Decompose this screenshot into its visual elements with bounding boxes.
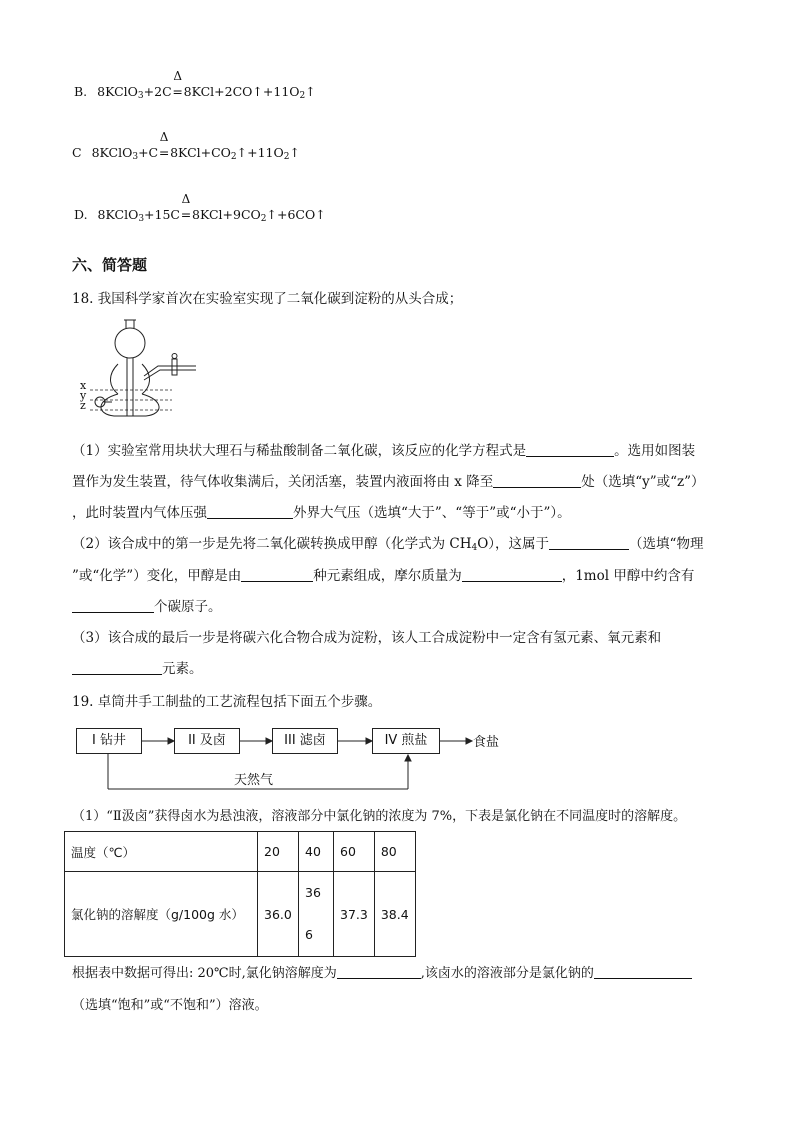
table-header-solubility: 氯化钠的溶解度（g/100g 水） <box>65 872 258 957</box>
text: 置作为发生装置，待气体收集满后，关闭活塞，装置内液面将由 x 降至 <box>72 474 494 490</box>
heat-equals-sign: Δ = <box>158 130 170 160</box>
delivery-tube <box>144 366 196 380</box>
equation-text: 8KClO <box>91 145 133 160</box>
q18-part3-line2 <box>72 654 203 685</box>
text: （选填“饱和”或“不饱和”）溶液。 <box>72 998 268 1013</box>
funnel-neck <box>124 320 136 328</box>
subscript: 3 <box>137 91 144 101</box>
text: （选填“物理 <box>629 536 704 552</box>
option-c <box>72 130 300 162</box>
text: 外界大气压（选填“大于”、“等于”或“小于”）。 <box>293 505 571 521</box>
table-header-temp: 温度（℃） <box>65 832 258 872</box>
text: （3）该合成的最后一步是将碳六化合物合成为淀粉，该人工合成淀粉中一定含有氢元素、氧元素和 <box>72 630 662 646</box>
stopcock <box>172 359 177 375</box>
label-x: x <box>80 379 87 392</box>
text: 。选用如图装 <box>614 443 696 459</box>
q18-part3-line1 <box>72 623 661 654</box>
option-label: D. <box>74 207 88 222</box>
subscript: 2 <box>283 152 290 162</box>
text: 元素。 <box>162 661 203 677</box>
cell-line: 36 <box>305 885 321 900</box>
q18-part2-line2 <box>72 561 694 592</box>
equation-text: ↑+11O <box>236 145 284 160</box>
table-cell: 37.3 <box>334 872 375 957</box>
equation-text: ↑ <box>289 145 300 160</box>
equation-text: 8KCl+9CO <box>192 207 261 222</box>
q18-part2-line1 <box>72 529 703 564</box>
option-b <box>74 69 316 101</box>
flow-branch-label: 天然气 <box>234 773 274 788</box>
flow-step-filter: III 滤卤 <box>272 728 338 754</box>
text: （2）该合成中的第一步是先将二氧化碳转换成甲醇（化学式为 CH <box>72 536 472 552</box>
flow-step-drill: I 钻井 <box>76 728 142 754</box>
bottom-bulb <box>101 394 159 416</box>
equation-text: ↑ <box>305 84 316 99</box>
q18-part2-line3 <box>72 592 222 623</box>
subscript: 4 <box>471 543 478 553</box>
answer-blank[interactable] <box>493 473 581 488</box>
text: 处（选填“y”或“z”） <box>581 474 705 490</box>
table-row <box>65 832 416 872</box>
flow-output: 食盐 <box>473 735 500 750</box>
equation-text: 8KCl+CO <box>170 145 231 160</box>
text: ”或“化学”）变化，甲醇是由 <box>72 568 242 584</box>
q19-part1: （1）“Ⅱ汲卤”获得卤水为悬浊液，溶液部分中氯化钠的浓度为 7%，下表是氯化钠在不同温度时的溶解度。 <box>72 809 687 824</box>
subscript: 3 <box>132 152 139 162</box>
answer-blank[interactable] <box>241 567 313 582</box>
flow-step-boil: IV 煎盐 <box>372 728 440 754</box>
heat-delta: Δ <box>181 192 191 206</box>
table-cell: 20 <box>258 832 299 872</box>
question-19-stem: 19. 卓筒井手工制盐的工艺流程包括下面五个步骤。 <box>72 694 382 710</box>
label-z: z <box>80 399 86 412</box>
equation-text: +15C <box>144 207 180 222</box>
section-title: 六、简答题 <box>72 256 148 274</box>
equation-text: 8KClO <box>97 84 138 99</box>
text: ，此时装置内气体压强 <box>72 505 207 521</box>
answer-blank[interactable] <box>72 660 162 675</box>
stopcock-knob <box>172 354 177 359</box>
q19-part2-line2 <box>72 990 268 1021</box>
subscript: 2 <box>230 152 237 162</box>
table-row <box>65 872 416 957</box>
option-d <box>74 192 326 224</box>
solubility-table <box>64 831 416 957</box>
flow-arrows <box>100 725 480 795</box>
q18-part1-line2 <box>72 467 705 498</box>
heat-delta: Δ <box>173 69 182 83</box>
equation-text: 8KClO <box>97 207 139 222</box>
table-cell: 60 <box>334 832 375 872</box>
flow-step-brine: II 及卤 <box>174 728 240 754</box>
text: ，1mol 甲醇中约含有 <box>561 568 695 584</box>
question-18-stem: 18. 我国科学家首次在实验室实现了二氧化碳到淀粉的从头合成； <box>72 291 463 307</box>
answer-blank[interactable] <box>207 504 293 519</box>
equation-text: ↑+6CO↑ <box>266 207 326 222</box>
equation-text: +C <box>138 145 159 160</box>
level-labels <box>80 381 86 411</box>
answer-blank[interactable] <box>72 598 154 613</box>
table-cell: 40 <box>299 832 334 872</box>
top-bulb <box>115 328 145 358</box>
text: ,该卤水的溶液部分是氯化钠的 <box>420 966 594 981</box>
equation-text: 8KCl+2CO↑+11O <box>183 84 300 99</box>
subscript: 2 <box>260 214 267 224</box>
answer-blank[interactable] <box>462 567 562 582</box>
kipp-apparatus-diagram <box>78 316 208 420</box>
label-y: y <box>80 389 87 402</box>
option-label: C <box>72 145 82 160</box>
q18-part1-line1 <box>72 436 695 467</box>
answer-blank[interactable] <box>549 535 629 550</box>
text: O），这属于 <box>477 536 550 552</box>
equation-text: +2C <box>143 84 172 99</box>
text: 个碳原子。 <box>154 599 222 615</box>
text: 种元素组成，摩尔质量为 <box>313 568 462 584</box>
q19-part2-line1 <box>72 958 692 989</box>
subscript: 3 <box>138 214 145 224</box>
cell-line: 6 <box>305 927 313 942</box>
option-label: B. <box>74 84 88 99</box>
table-cell: 80 <box>374 832 415 872</box>
text: 根据表中数据可得出: 20℃时,氯化钠溶解度为 <box>72 966 337 981</box>
q18-part1-line3 <box>72 498 571 529</box>
answer-blank[interactable] <box>526 442 614 457</box>
table-cell: 36.0 <box>258 872 299 957</box>
heat-delta: Δ <box>159 130 169 144</box>
heat-equals-sign: Δ = <box>172 69 183 99</box>
answer-blank[interactable] <box>594 964 692 979</box>
answer-blank[interactable] <box>337 964 421 979</box>
table-cell <box>299 872 334 957</box>
table-cell: 38.4 <box>374 872 415 957</box>
funnel-stem <box>127 358 133 416</box>
heat-equals-sign: Δ = <box>180 192 192 222</box>
text: （1）实验室常用块状大理石与稀盐酸制备二氧化碳，该反应的化学方程式是 <box>72 443 527 459</box>
subscript: 2 <box>299 91 306 101</box>
middle-bulb <box>111 364 150 394</box>
